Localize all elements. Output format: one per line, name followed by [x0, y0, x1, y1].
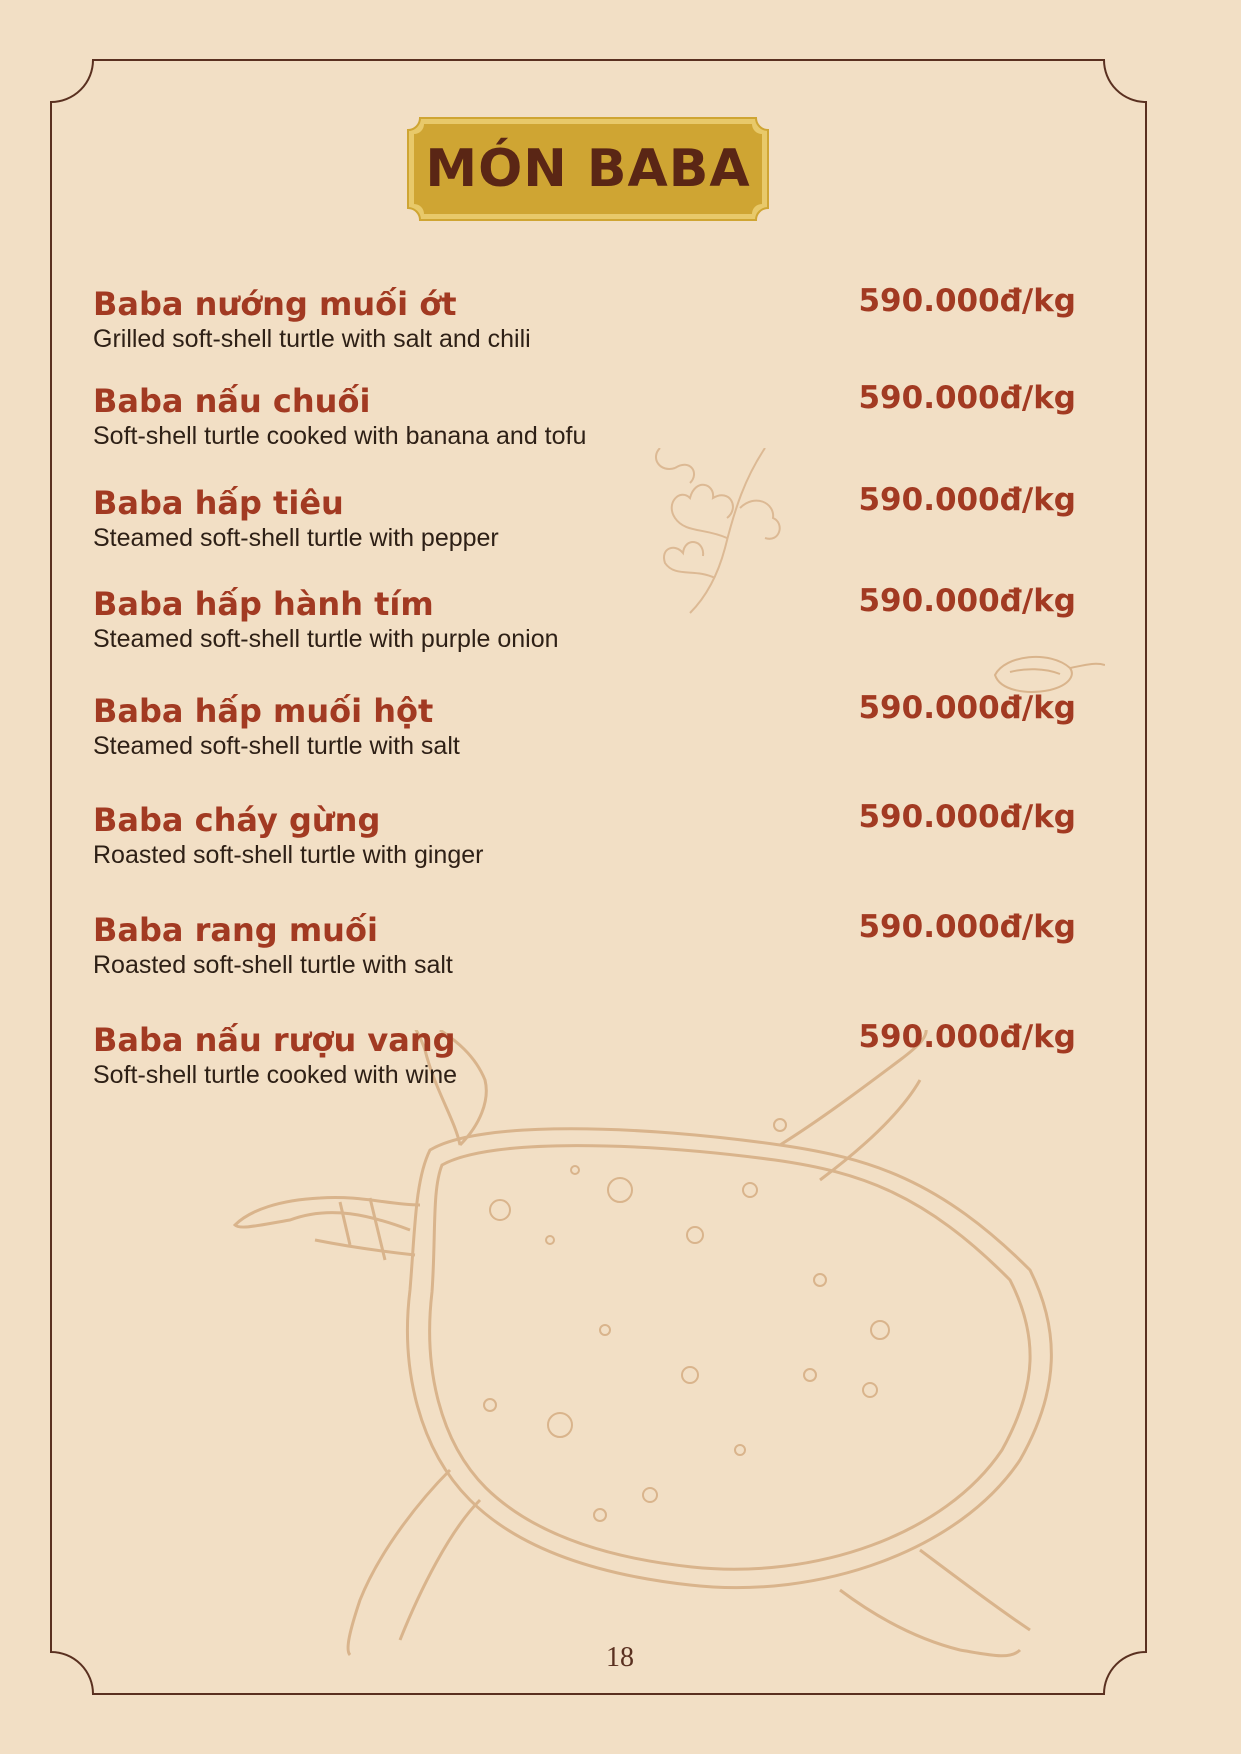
menu-item: [93, 285, 1083, 365]
menu-item-price: 590.000đ/kg: [858, 1019, 1076, 1055]
menu-item: [93, 911, 1083, 991]
menu-item-description: Steamed soft-shell turtle with pepper: [93, 524, 499, 552]
menu-item-price: 590.000đ/kg: [858, 283, 1076, 319]
section-title: MÓN BABA: [425, 139, 751, 199]
menu-item-price: 590.000đ/kg: [858, 690, 1076, 726]
menu-item-name: Baba hấp muối hột: [93, 692, 434, 730]
menu-item-price: 590.000đ/kg: [858, 583, 1076, 619]
menu-item-description: Soft-shell turtle cooked with banana and tofu: [93, 422, 587, 450]
menu-item: [93, 382, 1083, 462]
menu-item: [93, 1021, 1083, 1101]
menu-item-name: Baba nướng muối ớt: [93, 285, 457, 323]
menu-item-description: Soft-shell turtle cooked with wine: [93, 1061, 458, 1089]
menu-item-name: Baba nấu rượu vang: [93, 1021, 456, 1059]
menu-item-description: Roasted soft-shell turtle with salt: [93, 951, 453, 979]
menu-item-price: 590.000đ/kg: [858, 909, 1076, 945]
menu-item-name: Baba hấp tiêu: [93, 484, 344, 522]
menu-item-description: Roasted soft-shell turtle with ginger: [93, 841, 484, 869]
section-title-badge: [406, 116, 770, 222]
menu-item: [93, 585, 1083, 665]
menu-item-name: Baba hấp hành tím: [93, 585, 434, 623]
menu-item-name: Baba rang muối: [93, 911, 378, 949]
menu-item-price: 590.000đ/kg: [858, 380, 1076, 416]
menu-item: [93, 692, 1083, 772]
menu-item-price: 590.000đ/kg: [858, 799, 1076, 835]
menu-item-name: Baba nấu chuối: [93, 382, 371, 420]
menu-item: [93, 801, 1083, 881]
turtle-illustration: [220, 1030, 1120, 1670]
menu-item-description: Grilled soft-shell turtle with salt and chili: [93, 325, 531, 353]
page-number: 18: [606, 1642, 634, 1673]
menu-item-name: Baba cháy gừng: [93, 801, 381, 839]
menu-item: [93, 484, 1083, 564]
menu-item-description: Steamed soft-shell turtle with salt: [93, 732, 460, 760]
menu-item-description: Steamed soft-shell turtle with purple onion: [93, 625, 559, 653]
menu-item-price: 590.000đ/kg: [858, 482, 1076, 518]
